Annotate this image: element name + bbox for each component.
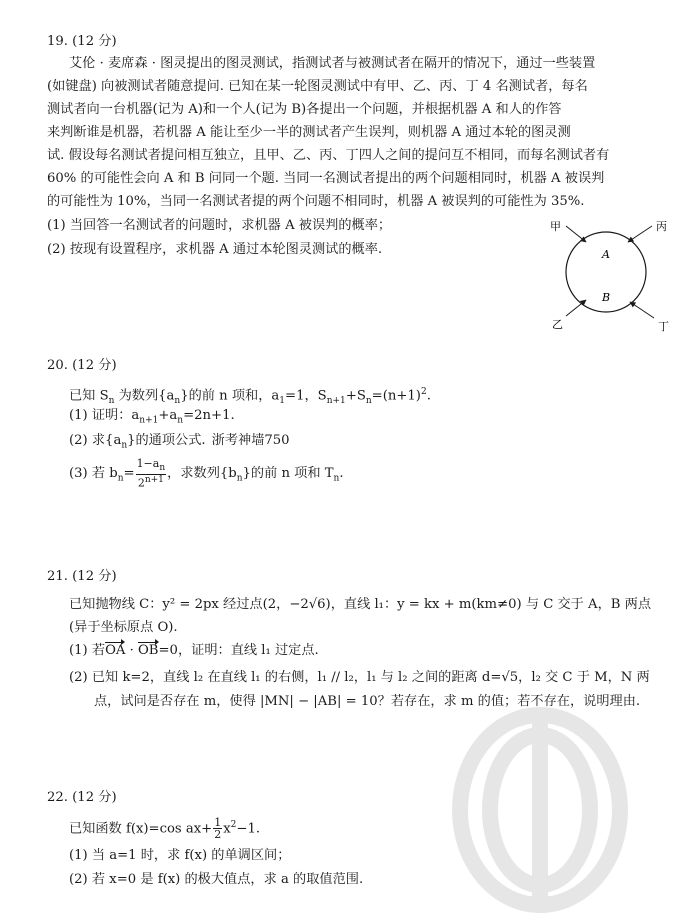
q19-text-line-3: 测试者向一台机器(记为 A)和一个人(记为 B)各提出一个问题，并根据机器 A 和人的作答: [47, 102, 562, 117]
label-ding: 丁: [658, 320, 669, 332]
q19-text-line-7: 的可能性为 10%，当同一名测试者提的两个问题不相同时，机器 A 被误判的可能性为 35%.: [47, 194, 585, 209]
watermark-stamp-text: 浙考神墙750: [211, 433, 290, 448]
q20-stem: 已知 $S_n$ 为数列$\{a_n\}$的前 n 项和，$a_1=1$，$S_{n+1}+S_n=(n+1)^2$.: [69, 387, 431, 407]
q19-text-line-6: 60% 的可能性会向 A 和 B 问同一个题. 当同一名测试者提出的两个问题相同时，机器 A 被误判: [47, 171, 605, 186]
label-person-b: B: [602, 291, 611, 304]
q19-text-line-5: 试. 假设每名测试者提问相互独立，且甲、乙、丙、丁四人之间的提问互不相同，而每名测试者有: [47, 148, 610, 163]
q19-part-2: (2) 按现有设置程序，求机器 A 通过本轮图灵测试的概率.: [47, 242, 383, 257]
arrow-top-left: [566, 226, 586, 242]
q20-part-3: (3) 若 $b_n=$ $\frac{1-a_n}{2^{n+1}}$ ，求数列$\{b_n\}$的前 n 项和 $T_n$.: [69, 457, 344, 490]
label-jia: 甲: [550, 220, 561, 233]
label-bing: 丙: [656, 220, 667, 233]
watermark-logo: [430, 700, 650, 920]
q19-text-line-2: (如键盘) 向被测试者随意提问. 已知在某一轮图灵测试中有甲、乙、丙、丁 4 名测试者，每名: [47, 79, 588, 94]
q19-part-1: (1) 当回答一名测试者的问题时，求机器 A 被误判的概率；: [47, 218, 392, 233]
fraction: $\frac{1-a_n}{2^{n+1}}$: [136, 457, 166, 490]
fraction: $\frac{1}{2}$: [214, 816, 222, 842]
q22-part-2: (2) 若 x=0 是 f(x) 的极大值点，求 a 的取值范围.: [69, 872, 364, 887]
q21-part-1: (1) 若OA · OB=0，证明：直线 l₁ 过定点.: [69, 641, 319, 661]
label-machine-a: A: [602, 248, 610, 261]
q21-header: 21. (12 分): [47, 569, 117, 584]
q19-text-line-1: 艾伦 · 麦席森 · 图灵提出的图灵测试，指测试者与被测试者在隔开的情况下，通过一些装置: [69, 56, 596, 71]
q20-part-2: (2) 求$\{a_n\}$的通项公式. 浙考神墙750: [69, 433, 290, 451]
q22-stem: 已知函数 f(x)=cos ax+ $\frac{1}{2}$ $x^2-1$.: [69, 816, 261, 842]
q21-part-2-line-2: 点，试问是否存在 m，使得 |MN| − |AB| = 10？若存在，求 m 的值；若不存在，说明理由.: [94, 694, 641, 709]
label-yi: 乙: [552, 318, 563, 331]
q22-part-1: (1) 当 a=1 时，求 f(x) 的单调区间；: [69, 848, 291, 863]
q20-part-1: (1) 证明：$a_{n+1}+a_n=2n+1$.: [69, 408, 235, 426]
arrow-bottom-right: [630, 302, 654, 318]
q19-text-line-4: 来判断谁是机器，若机器 A 能让至少一半的测试者产生误判，则机器 A 通过本轮的图灵测: [47, 125, 571, 140]
q20-header: 20. (12 分): [47, 358, 117, 373]
arrow-top-right: [628, 226, 652, 242]
turing-test-diagram: [540, 214, 680, 332]
arrow-bottom-left: [566, 300, 586, 316]
q19-header: 19. (12 分): [47, 34, 117, 49]
q22-header: 22. (12 分): [47, 790, 117, 805]
q21-part-2-line-1: (2) 已知 k=2，直线 l₂ 在直线 l₁ 的右侧，l₁ // l₂，l₁ 与 l₂ 之间的距离 d=√5，l₂ 交 C 于 M，N 两: [69, 670, 650, 685]
q21-stem-line-1: 已知抛物线 C：y² = 2px 经过点(2，−2√6)，直线 l₁：y = kx + m(km≠0) 与 C 交于 A，B 两点: [69, 597, 652, 612]
q21-stem-line-2: (异于坐标原点 O).: [69, 620, 178, 635]
